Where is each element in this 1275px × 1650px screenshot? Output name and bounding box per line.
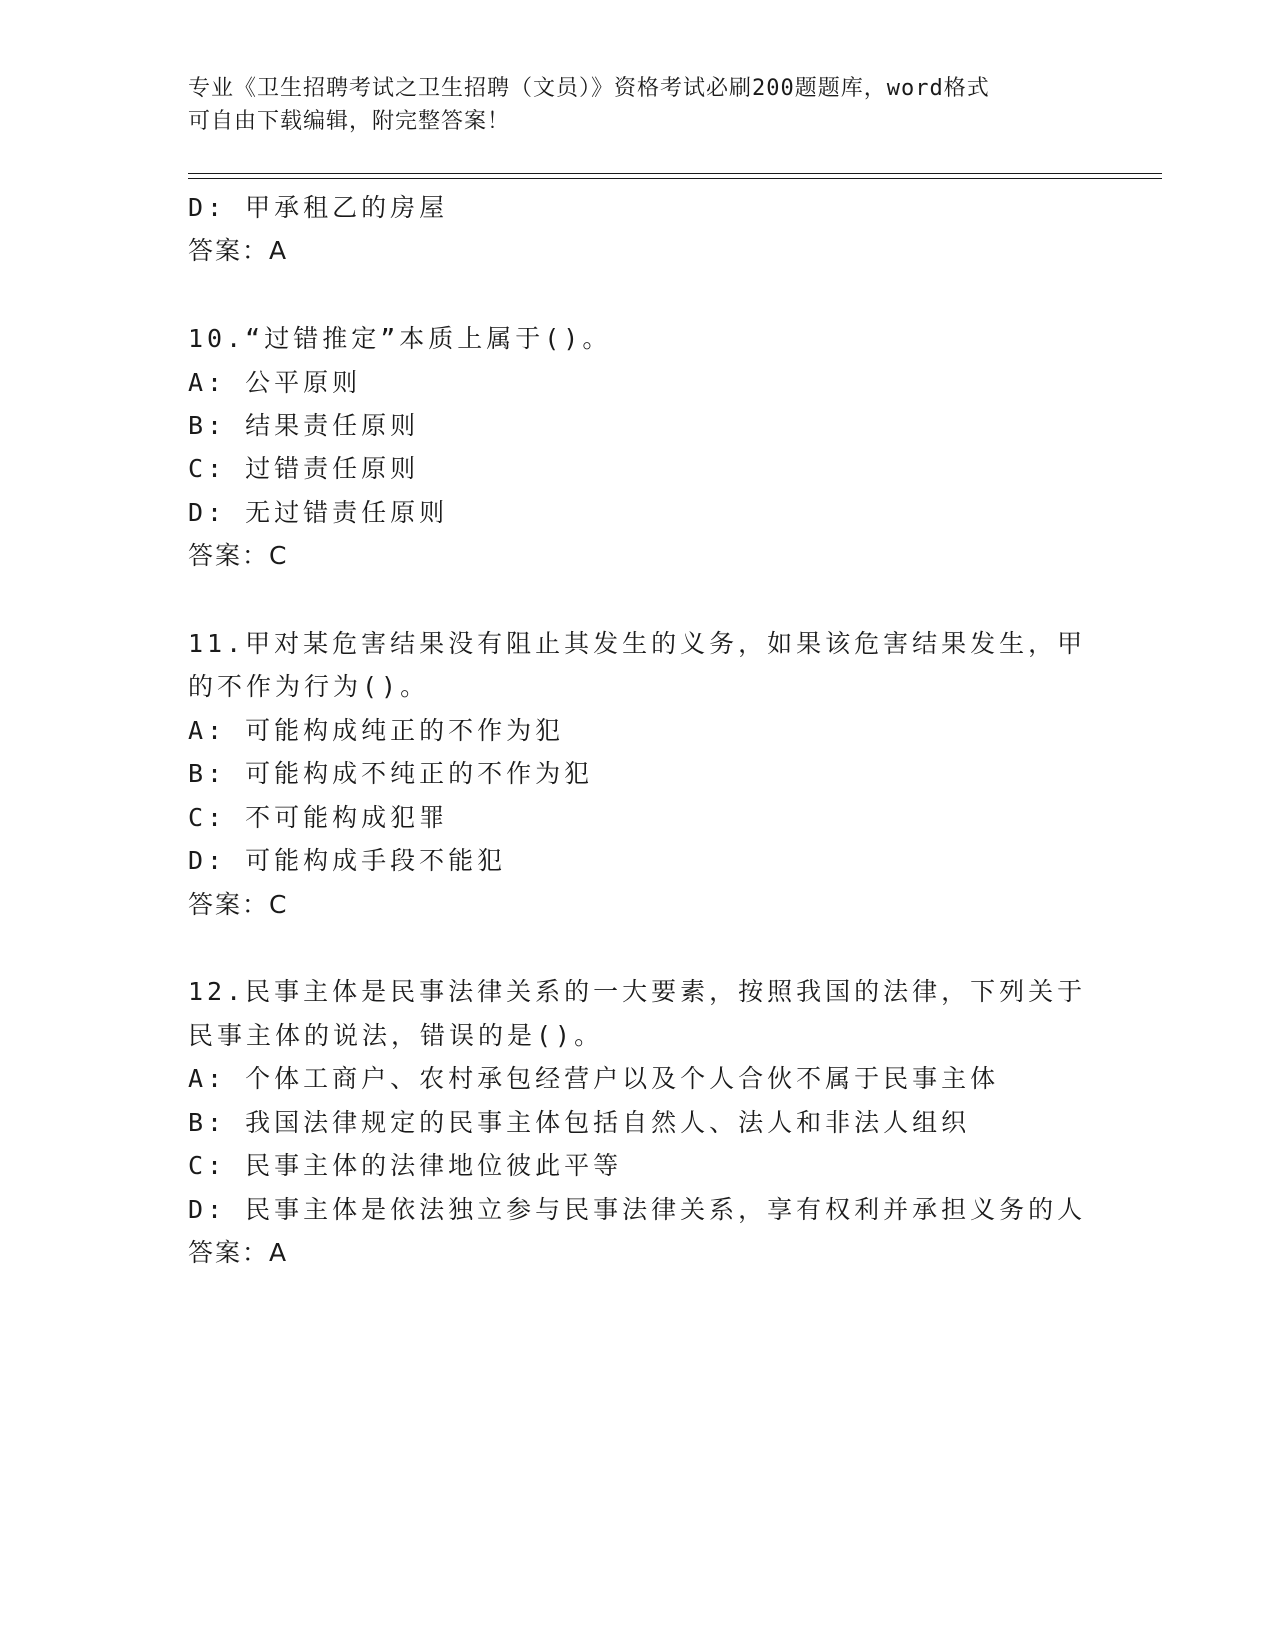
document-header bbox=[188, 72, 1088, 138]
question-10-option-c: C: 过错责任原则 bbox=[188, 454, 420, 483]
question-12-option-c: C: 民事主体的法律地位彼此平等 bbox=[188, 1151, 623, 1180]
question-11-option-b: B: 可能构成不纯正的不作为犯 bbox=[188, 759, 594, 788]
question-12-answer: 答案：A bbox=[188, 1238, 289, 1267]
question-10-option-a: A: 公平原则 bbox=[188, 368, 362, 397]
prev-question-answer: 答案：A bbox=[188, 236, 289, 265]
question-10-option-b: B: 结果责任原则 bbox=[188, 411, 420, 440]
question-12-option-d: D: 民事主体是依法独立参与民事法律关系，享有权利并承担义务的人 bbox=[188, 1195, 1087, 1224]
question-10-answer: 答案：C bbox=[188, 541, 289, 570]
header-title-line-2: 可自由下载编辑，附完整答案！ bbox=[188, 109, 511, 134]
question-10-stem: 10.“过错推定”本质上属于()。 bbox=[188, 324, 612, 353]
header-divider-bottom bbox=[188, 178, 1162, 179]
question-12-option-a: A: 个体工商户、农村承包经营户以及个人合伙不属于民事主体 bbox=[188, 1064, 1000, 1093]
question-12-stem-line-2: 民事主体的说法，错误的是()。 bbox=[188, 1021, 604, 1050]
header-title-line-1: 专业《卫生招聘考试之卫生招聘（文员）》资格考试必刷200题题库，word格式 bbox=[188, 76, 990, 101]
question-12-option-b: B: 我国法律规定的民事主体包括自然人、法人和非法人组织 bbox=[188, 1108, 971, 1137]
prev-question-option-d: D: 甲承租乙的房屋 bbox=[188, 193, 449, 222]
question-11-option-c: C: 不可能构成犯罪 bbox=[188, 803, 449, 832]
question-11-answer: 答案：C bbox=[188, 890, 289, 919]
question-12-stem-line-1: 12.民事主体是民事法律关系的一大要素，按照我国的法律，下列关于 bbox=[188, 977, 1087, 1006]
question-11-stem-line-2: 的不作为行为()。 bbox=[188, 672, 430, 701]
question-11-stem-line-1: 11.甲对某危害结果没有阻止其发生的义务，如果该危害结果发生，甲 bbox=[188, 629, 1087, 658]
header-divider-top bbox=[188, 173, 1162, 174]
question-10-option-d: D: 无过错责任原则 bbox=[188, 498, 449, 527]
question-11-option-a: A: 可能构成纯正的不作为犯 bbox=[188, 716, 565, 745]
question-11-option-d: D: 可能构成手段不能犯 bbox=[188, 846, 507, 875]
